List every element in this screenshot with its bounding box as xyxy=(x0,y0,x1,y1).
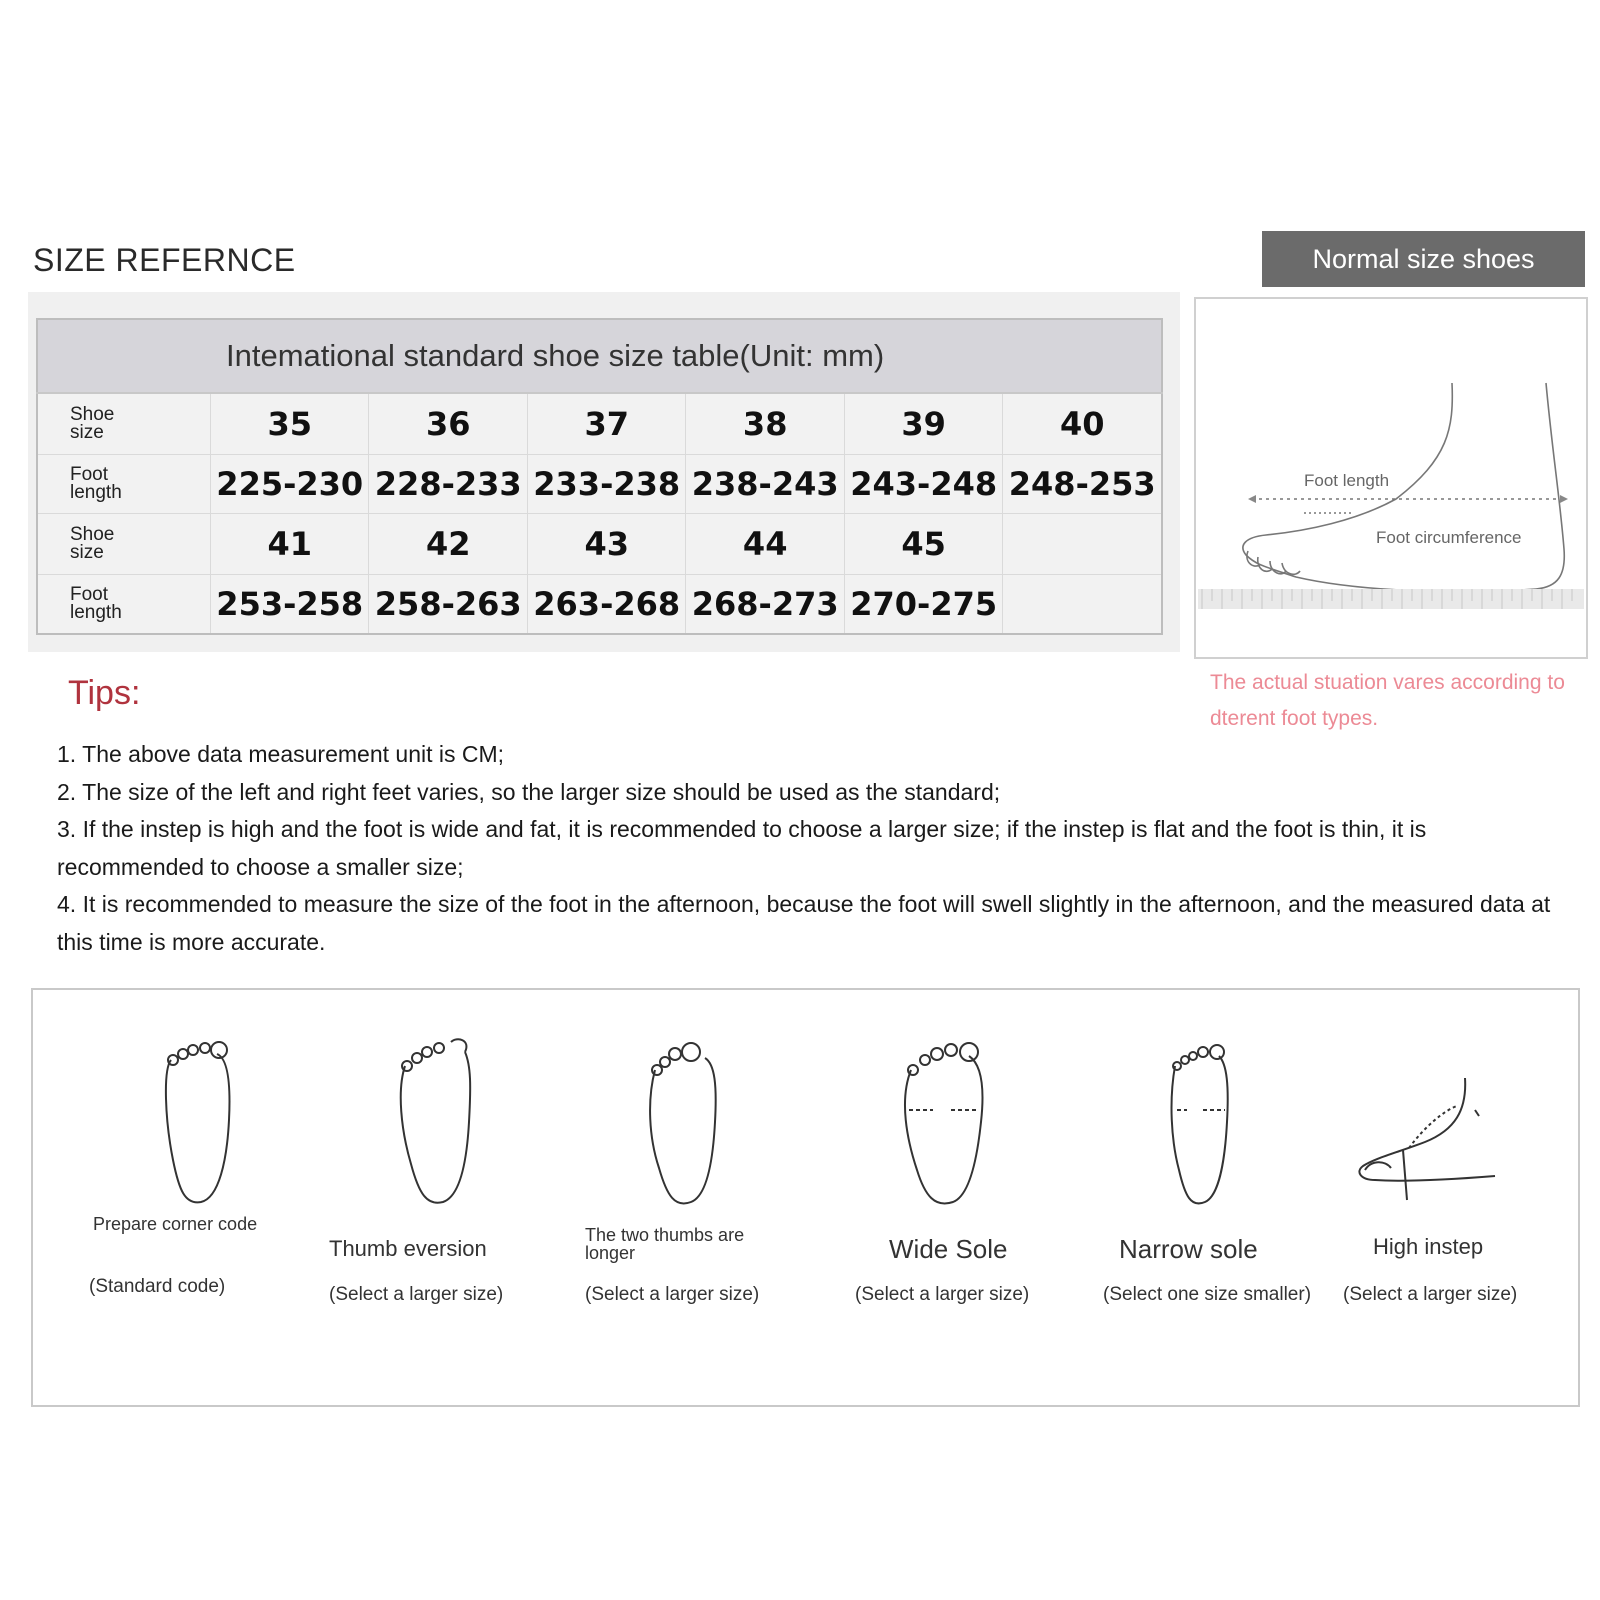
table-cell: 243-248 xyxy=(844,455,1002,514)
foot-type-high-instep xyxy=(1323,990,1563,1405)
list-item: 4. It is recommended to measure the size of the foot in the afternoon, because the foot will swell slightly in the afternoon, and the measured data at this time is more accurate. xyxy=(57,891,1551,955)
foot-type-wide-sole xyxy=(839,990,1059,1405)
foot-side-icon xyxy=(1196,299,1586,657)
table-row xyxy=(37,514,1162,575)
foot-type-name: Wide Sole xyxy=(889,1234,1008,1264)
table-row xyxy=(37,575,1162,635)
tips-title: Tips: xyxy=(68,674,141,712)
table-cell: 41 xyxy=(211,514,369,575)
table-row xyxy=(37,455,1162,514)
table-cell: 263-268 xyxy=(527,575,685,635)
table-cell: 44 xyxy=(686,514,844,575)
foot-type-advice: (Select one size smaller) xyxy=(1103,1284,1312,1305)
table-cell xyxy=(1003,514,1162,575)
foot-type-thumb-eversion xyxy=(321,990,541,1405)
size-table xyxy=(36,318,1163,635)
foot-type-advice: (Standard code) xyxy=(89,1276,226,1297)
normal-size-badge: Normal size shoes xyxy=(1262,231,1585,287)
foot-sole-icon xyxy=(869,1030,1009,1220)
row-label-shoe-size: Shoe size xyxy=(37,393,211,455)
foot-type-standard xyxy=(83,990,273,1405)
foot-circumference-label: Foot circumference xyxy=(1376,528,1522,547)
table-cell: 39 xyxy=(844,393,1002,455)
table-cell xyxy=(1003,575,1162,635)
foot-type-name: Prepare corner code xyxy=(93,1214,258,1234)
foot-length-label: Foot length xyxy=(1304,471,1390,490)
table-cell: 270-275 xyxy=(844,575,1002,635)
table-cell: 258-263 xyxy=(369,575,527,635)
foot-measure-illustration xyxy=(1194,297,1588,659)
table-cell: 37 xyxy=(527,393,685,455)
table-cell: 238-243 xyxy=(686,455,844,514)
page-title: SIZE REFERNCE xyxy=(33,242,296,278)
table-cell: 268-273 xyxy=(686,575,844,635)
table-cell: 36 xyxy=(369,393,527,455)
row-label-foot-length: Foot length xyxy=(37,455,211,514)
foot-type-advice: (Select a larger size) xyxy=(585,1284,760,1305)
foot-sole-icon xyxy=(123,1030,263,1220)
table-cell: 228-233 xyxy=(369,455,527,514)
table-cell: 253-258 xyxy=(211,575,369,635)
foot-type-two-thumbs-longer xyxy=(563,990,783,1405)
foot-type-name: Narrow sole xyxy=(1119,1234,1258,1264)
table-cell: 248-253 xyxy=(1003,455,1162,514)
foot-type-narrow-sole xyxy=(1073,990,1313,1405)
table-cell: 225-230 xyxy=(211,455,369,514)
foot-type-name: High instep xyxy=(1373,1234,1484,1259)
foot-type-name: Thumb eversion xyxy=(329,1236,487,1261)
foot-type-advice: (Select a larger size) xyxy=(1343,1284,1518,1305)
table-cell: 45 xyxy=(844,514,1002,575)
foot-sole-icon xyxy=(607,1030,747,1220)
table-cell: 43 xyxy=(527,514,685,575)
foot-sole-icon xyxy=(361,1030,501,1220)
tips-list xyxy=(57,736,1577,961)
foot-types-panel xyxy=(31,988,1580,1407)
row-label-shoe-size: Shoe size xyxy=(37,514,211,575)
row-label-foot-length: Foot length xyxy=(37,575,211,635)
table-title: Intemational standard shoe size table(Unit: mm) xyxy=(37,319,1162,393)
table-cell: 35 xyxy=(211,393,369,455)
list-item: 1. The above data measurement unit is CM; xyxy=(57,741,505,767)
table-cell: 42 xyxy=(369,514,527,575)
table-cell: 233-238 xyxy=(527,455,685,514)
foot-type-note: The actual stuation vares according to dterent foot types. xyxy=(1210,671,1565,730)
list-item: 3. If the instep is high and the foot is wide and fat, it is recommended to choose a larger size; if the instep is flat and the foot is thin, it is recommended to choose a smaller size; xyxy=(57,816,1427,880)
foot-type-advice: (Select a larger size) xyxy=(329,1284,504,1305)
foot-type-advice: (Select a larger size) xyxy=(855,1284,1030,1305)
foot-side-icon xyxy=(1345,1030,1525,1220)
size-table-panel xyxy=(28,292,1180,652)
foot-sole-icon xyxy=(1129,1030,1269,1220)
table-cell: 38 xyxy=(686,393,844,455)
table-row xyxy=(37,393,1162,455)
list-item: 2. The size of the left and right feet varies, so the larger size should be used as the standard; xyxy=(57,778,1001,805)
foot-type-name: The two thumbs are longer xyxy=(585,1225,745,1263)
table-cell: 40 xyxy=(1003,393,1162,455)
